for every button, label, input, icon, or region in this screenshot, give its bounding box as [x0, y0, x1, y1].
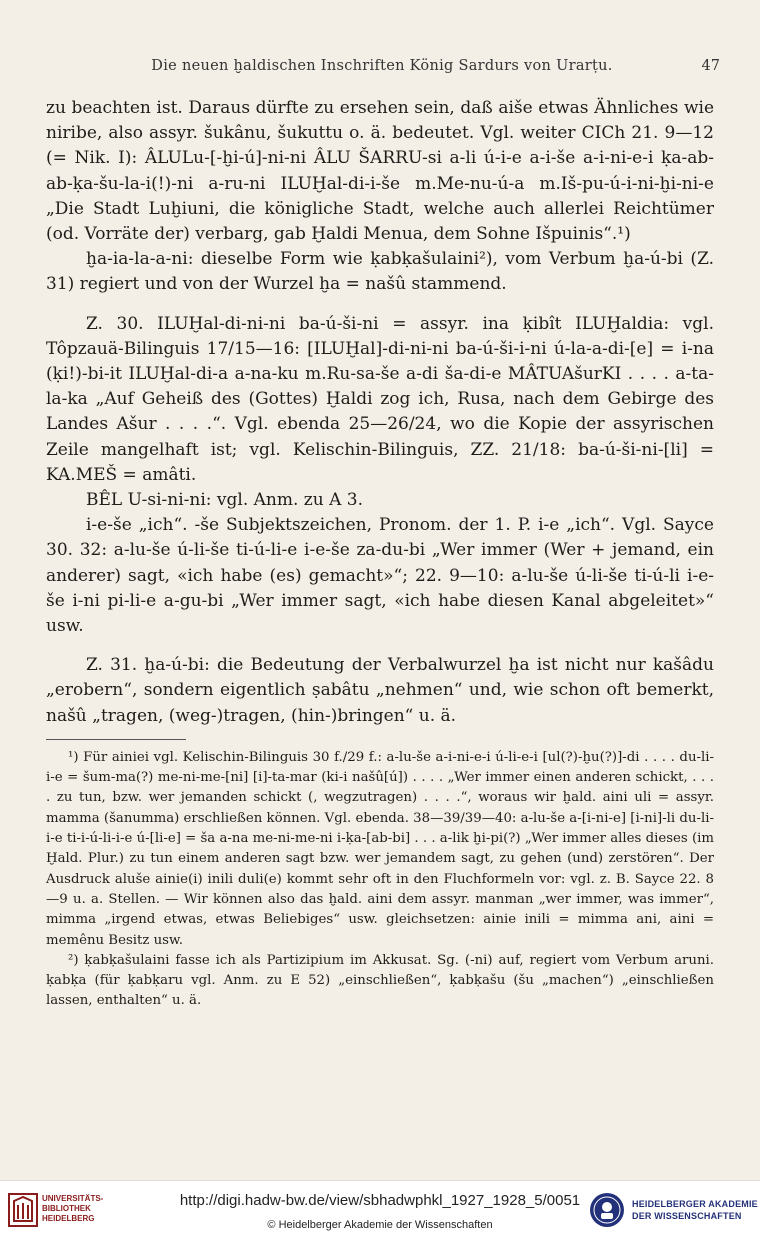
university-library-label: UNIVERSITÄTS- BIBLIOTHEK HEIDELBERG	[42, 1194, 104, 1223]
paragraph-5: i-e-še „ich“. -še Subjektszeichen, Pronom. der 1. P. i-e „ich“. Vgl. Sayce 30. 32: a-lu-še ú-li-še ti-ú-li-e i-e-še za-du-bi „Wer immer (Wer + jemand, ein anderer) sagt, «ich habe (es) gemacht»“; 22. 9—10: a-lu-še ú-li-še ti-ú-li i-e-še i-ni pi-li-e a-gu-bi „Wer immer sagt, «ich habe diesen Kanal abgeleitet»“ usw.	[46, 515, 714, 637]
paragraph-4: BÊL U-si-ni-ni: vgl. Anm. zu A 3.	[86, 490, 364, 511]
footnote-divider	[46, 739, 186, 740]
copyright-notice: © Heidelberger Akademie der Wissenschaften	[267, 1219, 493, 1231]
page-header	[44, 58, 720, 80]
main-text	[46, 96, 714, 1012]
paragraph-1: zu beachten ist. Daraus dürfte zu ersehen sein, daß aiše etwas Ähnliches wie niribe, also assyr. šukânu, šukuttu o. ä. bedeutet. Vgl. weiter CICh 21. 9—12 (= Nik. I): ÂLULu-[-ḫi-ú]-ni-ni ÂLU ŠARRU-si a-li ú-i-e a-i-še a-i-ni-e-i ḳa-ab-ab-ḳa-šu-la-i(!)-ni a-ru-ni ILUḪal-di-i-še m.Me-nu-ú-a m.Iš-pu-ú-i-ni-ḫi-ni-e „Die Stadt Luḫiuni, die königliche Stadt, welche auch allerlei Reichtümer (od. Vorräte der) verbarg, gab Ḫaldi Menua, dem Sohne Išpuinis“.¹)	[46, 98, 714, 245]
paragraph-6: Z. 31. ḫa-ú-bi: die Bedeutung der Verbalwurzel ḫa ist nicht nur kašâdu „erobern“, sondern eigentlich ṣabâtu „nehmen“ und, wie schon oft bemerkt, našû „tragen, (weg-)tragen, (hin-)bringen“ u. ä.	[46, 655, 714, 726]
academy-label: HEIDELBERGER AKADEMIE DER WISSENSCHAFTEN	[632, 1199, 758, 1221]
page-number: 47	[701, 58, 720, 74]
permalink-url[interactable]: http://digi.hadw-bw.de/view/sbhadwphkl_1927_1928_5/0051	[179, 1192, 581, 1209]
viewer-footer	[0, 1180, 760, 1238]
paragraph-3: Z. 30. ILUḪal-di-ni-ni ba-ú-ši-ni = assyr. ina ḳibît ILUḪaldia: vgl. Tôpzauä-Bilinguis 17/15—16: [ILUḪal]-di-ni-ni ba-ú-ši-i-ni ú-la-a-di-[e] = i-na (ḳi!)-bi-it ILUḪal-di-a a-na-ku m.Ru-sa-še a-di ša-di-e MÂTUAšurKI . . . . a-ta-la-ka „Auf Geheiß des (Gottes) Ḫaldi zog ich, Rusa, nach dem Gebirge des Landes Ašur . . . .“. Vgl. ebenda 25—26/24, wo die Kopie der assyrischen Zeile mangelhaft ist; vgl. Kelischin-Bilinguis, ZZ. 21/18: ba-ú-ši-ni-[li] = KA.MEŠ = amâti.	[46, 313, 714, 485]
footnote-2: ²) ḳabḳašulaini fasse ich als Partizipium im Akkusat. Sg. (-ni) auf, regiert vom Verbum aruni. ḳabḳa (für ḳabḳaru vgl. Anm. zu E 52) „einschließen“, ḳabḳašu (šu „machen“) „einschließen lassen, enthalten“ u. ä.	[46, 952, 714, 1009]
academy-seal-icon	[588, 1191, 626, 1229]
footnote-1: ¹) Für ainiei vgl. Kelischin-Bilinguis 30 f./29 f.: a-lu-še a-i-ni-e-i ú-li-e-i [ul(?)-ḫu(?)]-di . . . . du-li-i-e = šum-ma(?) me-ni-me-[ni] [i]-ta-mar (ki-i našû[ú]) . . . . „Wer immer einen anderen schickt, . . . . zu tun, bzw. wer jemanden schickt (, wegzutragen) . . . .“, woraus wir ḫald. aini uli = assyr. mamma (šanumma) erschließen können. Vgl. ebenda. 38—39/39—40: a-lu-še a-[i-ni-e] [i-ni]-li du-li-i-e ti-i-ú-li-i-e ú-[li-e] = ša a-na me-ni-me-ni i-ḳa-[ab-bi] . . . a-lik ḫi-pi(?) „Wer immer alles dieses (im Ḫald. Plur.) zu tun einem anderen sagt bzw. wer jemandem sagt, zu gehen (und) zerstören“. Der Ausdruck aluše ainie(i) inili duli(e) kommt sehr oft in den Fluchformeln vor: vgl. z. B. Sayce 22. 8—9 u. a. Stellen. — Wir können also das ḫald. aini dem assyr. manman „wer immer, was immer“, mimma „irgend etwas, etwas Beliebiges“ usw. gleichsetzen: ainie inili = mimma ani, aini = memênu Besitz usw.	[46, 749, 714, 948]
running-head: Die neuen ḫaldischen Inschriften König Sardurs von Urarṭu.	[151, 58, 613, 74]
paragraph-2: ḫa-ia-la-a-ni: dieselbe Form wie ḳabḳašulaini²), vom Verbum ḫa-ú-bi (Z. 31) regiert und von der Wurzel ḫa = našû stammend.	[46, 249, 714, 295]
